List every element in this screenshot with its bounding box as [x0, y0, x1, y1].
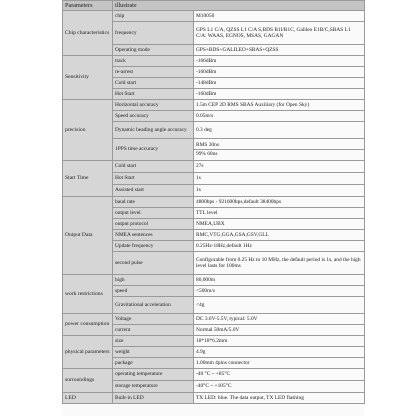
- group-label: physical parameters: [63, 336, 113, 369]
- spec-sheet: [62, 0, 364, 416]
- table-row: [63, 393, 365, 404]
- row-value: 1.00mm 4pins connector: [194, 358, 365, 369]
- group-label: Output Data: [63, 197, 113, 275]
- row-value: -40°C ~ +105°C: [194, 381, 365, 393]
- row-label: Assisted start: [113, 185, 194, 197]
- table-row: [63, 336, 365, 347]
- row-label: re-arrest: [113, 67, 194, 78]
- row-value: 4800bps - 921600bps,default 38400bps: [194, 197, 365, 208]
- table-row: [63, 11, 365, 22]
- table-row: [63, 56, 365, 67]
- row-value: 0.3 deg: [194, 122, 365, 139]
- row-label: output level: [113, 208, 194, 219]
- row-value: -40 °C ~ +85°C: [194, 369, 365, 381]
- row-value: NMEA,UBX: [194, 219, 365, 230]
- group-label: Sensitivity: [63, 56, 113, 100]
- row-label: Horizontal accuracy: [113, 100, 194, 111]
- row-label: second pulse: [113, 252, 194, 275]
- row-value: 80,000m: [194, 275, 365, 286]
- row-label: Cold start: [113, 78, 194, 89]
- row-value: -160dBm: [194, 89, 365, 100]
- row-label: track: [113, 56, 194, 67]
- row-label: current: [113, 325, 194, 336]
- table-row: [63, 369, 365, 381]
- row-label: Hot Start: [113, 89, 194, 100]
- row-value: -148dBm: [194, 78, 365, 89]
- row-label: weight: [113, 347, 194, 358]
- row-label: size: [113, 336, 194, 347]
- table-row: [63, 100, 365, 111]
- spec-table: [62, 0, 365, 404]
- row-label: high: [113, 275, 194, 286]
- row-label: storage temperature: [113, 381, 194, 393]
- row-value: 1.5m CEP 2D RMS SBAS Auxiliary (for Open Sky): [194, 100, 365, 111]
- row-label: baud rate: [113, 197, 194, 208]
- row-value: DC 3.6V-5.5V, typical: 5.0V: [194, 314, 365, 325]
- row-label: 1PPS time accuracy: [113, 139, 194, 161]
- row-value: <500m/s: [194, 286, 365, 297]
- group-label: precision: [63, 100, 113, 161]
- row-value: RMC,VTG,GGA,GSA,GSV,GLL: [194, 230, 365, 241]
- row-value: Normal 50mA/5.0V: [194, 325, 365, 336]
- row-value: GPS+BDS+GALILEO+SBAS+QZSS: [194, 45, 365, 56]
- row-label: chip: [113, 11, 194, 22]
- table-header: [63, 1, 365, 11]
- row-value: 27s: [194, 161, 365, 173]
- row-value: 1s: [194, 173, 365, 185]
- row-value: 4.9g: [194, 347, 365, 358]
- row-value: TTL level: [194, 208, 365, 219]
- row-label: speed: [113, 286, 194, 297]
- row-value-line: RMS 30ns: [196, 141, 219, 148]
- row-value: 1s: [194, 185, 365, 197]
- table-row: [63, 275, 365, 286]
- row-value: GPS L1 C/A, QZSS L1 C/A S,BDS B1I/B1C, Galileo E1B/C,SBAS L1 C/A: WAAS, EGNOS, MSAS, GAGAN: [194, 22, 365, 45]
- row-value: <4g: [194, 297, 365, 314]
- row-value: 18*18*6.2mm: [194, 336, 365, 347]
- header-parameters: Parameters: [63, 1, 113, 11]
- row-value: -160dBm: [194, 67, 365, 78]
- row-value: M10050: [194, 11, 365, 22]
- table-row: [63, 161, 365, 173]
- row-label: Update frequency: [113, 241, 194, 252]
- group-label: Chip characteristics: [63, 11, 113, 56]
- group-label: Start Time: [63, 161, 113, 197]
- row-value: 0.25Hz-18Hz,default 1Hz: [194, 241, 365, 252]
- row-value: [194, 139, 365, 161]
- group-label: surroundings: [63, 369, 113, 393]
- row-value: 0.05m/s: [194, 111, 365, 122]
- row-label: Gravitational acceleration: [113, 297, 194, 314]
- row-label: Voltage: [113, 314, 194, 325]
- group-label: work restrictions: [63, 275, 113, 314]
- row-label: package: [113, 358, 194, 369]
- row-value-line: 99% 60ns: [194, 149, 364, 157]
- row-value: TX LED: blue. The data output, TX LED flashing: [194, 393, 365, 404]
- row-label: Dynamic heading angle accuracy: [113, 122, 194, 139]
- row-label: Speed accuracy: [113, 111, 194, 122]
- group-label: power consumption: [63, 314, 113, 336]
- row-value: -166dBm: [194, 56, 365, 67]
- row-label: Operating mode: [113, 45, 194, 56]
- row-label: frequency: [113, 22, 194, 45]
- row-label: Cold start: [113, 161, 194, 173]
- row-label: Hot Start: [113, 173, 194, 185]
- row-label: Built-in LED: [113, 393, 194, 404]
- group-label: LED: [63, 393, 113, 404]
- row-label: output protocol: [113, 219, 194, 230]
- row-value: Configurable from 0.25 Hz to 10 MHz, the default period is 1s, and the high level lasts for 100ms: [194, 252, 365, 275]
- row-label: operating temperature: [113, 369, 194, 381]
- table-row: [63, 197, 365, 208]
- row-label: NMEA sentences: [113, 230, 194, 241]
- table-row: [63, 314, 365, 325]
- header-illustrate: illustrate: [113, 1, 365, 11]
